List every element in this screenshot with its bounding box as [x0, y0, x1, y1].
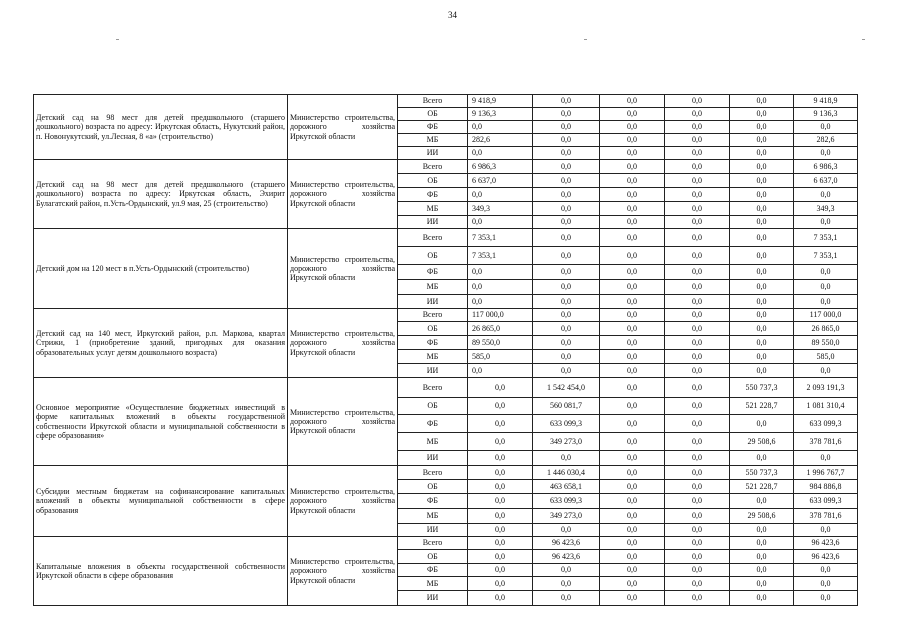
amount-cell: 6 986,3	[468, 160, 533, 174]
measure-description: Детский сад на 98 мест для детей предшкольного (старшего дошкольного) возраста по адресу: Иркутская область, Эхирит Булагатский район, п.Усть-Ордынский, ул.9 мая, 25 (строительство)	[34, 160, 288, 229]
amount-cell: 0,0	[665, 188, 730, 202]
funding-source: ОБ	[398, 174, 468, 188]
amount-cell: 0,0	[533, 451, 600, 466]
amount-cell: 560 081,7	[533, 398, 600, 415]
amount-cell: 0,0	[665, 265, 730, 280]
amount-cell: 0,0	[665, 433, 730, 451]
amount-cell: 96 423,6	[794, 550, 858, 564]
amount-cell: 0,0	[533, 247, 600, 265]
amount-cell: 0,0	[600, 480, 665, 494]
amount-cell: 0,0	[468, 577, 533, 591]
amount-cell: 7 353,1	[468, 229, 533, 247]
amount-cell: 0,0	[468, 280, 533, 295]
measure-description: Капитальные вложения в объекты государственной собственности Иркутской области в сфере образования	[34, 537, 288, 606]
amount-cell: 0,0	[600, 466, 665, 480]
measure-description: Детский сад на 98 мест для детей предшкольного (старшего дошкольного) возраста по адресу: Иркутская область, Нукутский район, п. Новонукутский, ул.Лесная, 8 «а» (строительство)	[34, 95, 288, 160]
funding-source: МБ	[398, 577, 468, 591]
amount-cell: 0,0	[794, 577, 858, 591]
amount-cell: 0,0	[468, 265, 533, 280]
funding-source: ИИ	[398, 591, 468, 606]
amount-cell: 378 781,6	[794, 509, 858, 524]
amount-cell: 0,0	[600, 451, 665, 466]
amount-cell: 0,0	[794, 121, 858, 134]
funding-source: ИИ	[398, 451, 468, 466]
amount-cell: 0,0	[533, 147, 600, 160]
amount-cell: 633 099,3	[794, 494, 858, 509]
funding-source: ФБ	[398, 564, 468, 577]
amount-cell: 0,0	[533, 134, 600, 147]
amount-cell: 0,0	[600, 309, 665, 322]
amount-cell: 0,0	[468, 188, 533, 202]
amount-cell: 0,0	[730, 229, 794, 247]
funding-source: МБ	[398, 134, 468, 147]
amount-cell: 9 136,3	[468, 108, 533, 121]
amount-cell: 0,0	[730, 309, 794, 322]
funding-source: Всего	[398, 537, 468, 550]
amount-cell: 2 093 191,3	[794, 378, 858, 398]
amount-cell: 0,0	[730, 174, 794, 188]
amount-cell: 0,0	[600, 265, 665, 280]
table-row	[34, 537, 858, 550]
amount-cell: 521 228,7	[730, 398, 794, 415]
amount-cell: 0,0	[533, 591, 600, 606]
table-row	[34, 95, 858, 108]
amount-cell: 0,0	[665, 398, 730, 415]
amount-cell: 0,0	[600, 591, 665, 606]
amount-cell: 0,0	[665, 415, 730, 433]
amount-cell: 984 886,8	[794, 480, 858, 494]
responsible-executor: Министерство строительства, дорожного хозяйства Иркутской области	[288, 378, 398, 466]
amount-cell: 0,0	[533, 350, 600, 364]
amount-cell: 0,0	[730, 95, 794, 108]
amount-cell: 1 996 767,7	[794, 466, 858, 480]
amount-cell: 0,0	[468, 121, 533, 134]
amount-cell: 0,0	[730, 216, 794, 229]
funding-source: ИИ	[398, 147, 468, 160]
responsible-executor: Министерство строительства, дорожного хозяйства Иркутской области	[288, 537, 398, 606]
amount-cell: 349,3	[468, 202, 533, 216]
amount-cell: 378 781,6	[794, 433, 858, 451]
amount-cell: 0,0	[730, 280, 794, 295]
funding-source: ФБ	[398, 494, 468, 509]
amount-cell: 0,0	[468, 433, 533, 451]
amount-cell: 0,0	[665, 577, 730, 591]
table-row	[34, 229, 858, 247]
amount-cell: 0,0	[600, 415, 665, 433]
amount-cell: 89 550,0	[468, 336, 533, 350]
funding-source: ИИ	[398, 216, 468, 229]
amount-cell: 633 099,3	[533, 494, 600, 509]
responsible-executor: Министерство строительства, дорожного хозяйства Иркутской области	[288, 95, 398, 160]
amount-cell: 0,0	[665, 108, 730, 121]
amount-cell: 6 637,0	[468, 174, 533, 188]
amount-cell: 0,0	[600, 188, 665, 202]
amount-cell: 6 637,0	[794, 174, 858, 188]
amount-cell: 349 273,0	[533, 509, 600, 524]
table-row	[34, 309, 858, 322]
amount-cell: 0,0	[665, 378, 730, 398]
amount-cell: 0,0	[730, 188, 794, 202]
measure-description: Детский дом на 120 мест в п.Усть-Ордынский (строительство)	[34, 229, 288, 309]
amount-cell: 0,0	[794, 280, 858, 295]
amount-cell: 0,0	[730, 265, 794, 280]
funding-source: Всего	[398, 160, 468, 174]
amount-cell: 0,0	[600, 295, 665, 309]
funding-source: Всего	[398, 378, 468, 398]
amount-cell: 9 418,9	[794, 95, 858, 108]
responsible-executor: Министерство строительства, дорожного хозяйства Иркутской области	[288, 160, 398, 229]
amount-cell: 0,0	[730, 591, 794, 606]
amount-cell: 0,0	[533, 160, 600, 174]
amount-cell: 0,0	[730, 247, 794, 265]
amount-cell: 0,0	[533, 280, 600, 295]
funding-source: МБ	[398, 280, 468, 295]
amount-cell: 0,0	[600, 247, 665, 265]
amount-cell: 0,0	[665, 280, 730, 295]
scan-speck	[862, 39, 865, 40]
amount-cell: 0,0	[468, 451, 533, 466]
funding-source: ФБ	[398, 336, 468, 350]
funding-source: ФБ	[398, 415, 468, 433]
funding-source: ОБ	[398, 480, 468, 494]
funding-source: ОБ	[398, 550, 468, 564]
amount-cell: 0,0	[468, 480, 533, 494]
amount-cell: 349,3	[794, 202, 858, 216]
amount-cell: 0,0	[468, 564, 533, 577]
amount-cell: 282,6	[794, 134, 858, 147]
amount-cell: 7 353,1	[794, 229, 858, 247]
amount-cell: 0,0	[730, 202, 794, 216]
budget-table-body	[34, 95, 858, 606]
amount-cell: 0,0	[600, 336, 665, 350]
amount-cell: 0,0	[730, 364, 794, 378]
amount-cell: 0,0	[533, 322, 600, 336]
amount-cell: 0,0	[730, 451, 794, 466]
amount-cell: 0,0	[468, 295, 533, 309]
page-number: 34	[448, 10, 457, 20]
amount-cell: 0,0	[730, 121, 794, 134]
amount-cell: 0,0	[600, 95, 665, 108]
amount-cell: 0,0	[730, 537, 794, 550]
measure-description: Субсидии местным бюджетам на софинансирование капитальных вложений в объекты муниципальной собственности в сфере образования	[34, 466, 288, 537]
amount-cell: 0,0	[665, 336, 730, 350]
funding-source: ИИ	[398, 524, 468, 537]
responsible-executor: Министерство строительства, дорожного хозяйства Иркутской области	[288, 309, 398, 378]
table-row	[34, 378, 858, 398]
amount-cell: 0,0	[794, 564, 858, 577]
amount-cell: 0,0	[600, 108, 665, 121]
amount-cell: 0,0	[730, 550, 794, 564]
funding-source: ИИ	[398, 295, 468, 309]
amount-cell: 463 658,1	[533, 480, 600, 494]
amount-cell: 0,0	[794, 188, 858, 202]
amount-cell: 0,0	[533, 108, 600, 121]
amount-cell: 0,0	[533, 95, 600, 108]
amount-cell: 550 737,3	[730, 466, 794, 480]
amount-cell: 1 446 030,4	[533, 466, 600, 480]
amount-cell: 0,0	[533, 174, 600, 188]
funding-source: ФБ	[398, 265, 468, 280]
amount-cell: 0,0	[665, 216, 730, 229]
amount-cell: 0,0	[730, 322, 794, 336]
funding-source: МБ	[398, 509, 468, 524]
amount-cell: 0,0	[600, 121, 665, 134]
amount-cell: 0,0	[730, 564, 794, 577]
amount-cell: 0,0	[600, 494, 665, 509]
amount-cell: 0,0	[665, 451, 730, 466]
amount-cell: 0,0	[730, 160, 794, 174]
funding-source: ФБ	[398, 121, 468, 134]
funding-source: МБ	[398, 202, 468, 216]
scan-speck	[116, 39, 119, 40]
amount-cell: 0,0	[665, 295, 730, 309]
amount-cell: 0,0	[730, 524, 794, 537]
amount-cell: 0,0	[600, 398, 665, 415]
amount-cell: 0,0	[468, 364, 533, 378]
amount-cell: 0,0	[468, 537, 533, 550]
amount-cell: 0,0	[600, 509, 665, 524]
funding-source: ОБ	[398, 322, 468, 336]
amount-cell: 0,0	[665, 309, 730, 322]
amount-cell: 0,0	[794, 147, 858, 160]
responsible-executor: Министерство строительства, дорожного хозяйства Иркутской области	[288, 466, 398, 537]
amount-cell: 0,0	[665, 524, 730, 537]
amount-cell: 0,0	[468, 147, 533, 160]
amount-cell: 0,0	[730, 295, 794, 309]
amount-cell: 0,0	[794, 265, 858, 280]
amount-cell: 0,0	[533, 202, 600, 216]
amount-cell: 0,0	[600, 322, 665, 336]
amount-cell: 0,0	[533, 524, 600, 537]
amount-cell: 0,0	[468, 398, 533, 415]
amount-cell: 0,0	[730, 415, 794, 433]
amount-cell: 0,0	[665, 466, 730, 480]
amount-cell: 0,0	[533, 121, 600, 134]
amount-cell: 0,0	[600, 147, 665, 160]
amount-cell: 0,0	[600, 564, 665, 577]
amount-cell: 633 099,3	[533, 415, 600, 433]
amount-cell: 0,0	[600, 216, 665, 229]
amount-cell: 0,0	[600, 433, 665, 451]
amount-cell: 117 000,0	[794, 309, 858, 322]
table-row	[34, 466, 858, 480]
amount-cell: 0,0	[730, 108, 794, 121]
measure-description: Основное мероприятие «Осуществление бюджетных инвестиций в форме капитальных вложений в объекты государственной собственности Иркутской области и муниципальной собственности в сфере образования»	[34, 378, 288, 466]
amount-cell: 0,0	[665, 509, 730, 524]
amount-cell: 550 737,3	[730, 378, 794, 398]
amount-cell: 0,0	[665, 247, 730, 265]
amount-cell: 0,0	[665, 591, 730, 606]
funding-source: Всего	[398, 466, 468, 480]
funding-source: ФБ	[398, 188, 468, 202]
funding-source: ИИ	[398, 364, 468, 378]
amount-cell: 0,0	[794, 591, 858, 606]
amount-cell: 0,0	[468, 591, 533, 606]
amount-cell: 0,0	[468, 415, 533, 433]
amount-cell: 0,0	[600, 577, 665, 591]
amount-cell: 9 136,3	[794, 108, 858, 121]
funding-source: Всего	[398, 95, 468, 108]
amount-cell: 585,0	[468, 350, 533, 364]
amount-cell: 0,0	[468, 494, 533, 509]
amount-cell: 0,0	[665, 229, 730, 247]
amount-cell: 0,0	[665, 121, 730, 134]
amount-cell: 0,0	[600, 364, 665, 378]
amount-cell: 26 865,0	[468, 322, 533, 336]
amount-cell: 96 423,6	[533, 537, 600, 550]
scan-speck	[584, 39, 587, 40]
amount-cell: 0,0	[730, 350, 794, 364]
amount-cell: 585,0	[794, 350, 858, 364]
amount-cell: 0,0	[665, 174, 730, 188]
amount-cell: 7 353,1	[794, 247, 858, 265]
amount-cell: 0,0	[468, 550, 533, 564]
amount-cell: 0,0	[533, 364, 600, 378]
amount-cell: 1 542 454,0	[533, 378, 600, 398]
funding-source: ОБ	[398, 398, 468, 415]
funding-source: Всего	[398, 229, 468, 247]
amount-cell: 0,0	[665, 202, 730, 216]
amount-cell: 0,0	[665, 494, 730, 509]
amount-cell: 0,0	[533, 265, 600, 280]
amount-cell: 0,0	[468, 509, 533, 524]
amount-cell: 0,0	[533, 188, 600, 202]
amount-cell: 0,0	[600, 378, 665, 398]
amount-cell: 0,0	[600, 229, 665, 247]
amount-cell: 7 353,1	[468, 247, 533, 265]
amount-cell: 0,0	[533, 309, 600, 322]
amount-cell: 0,0	[600, 134, 665, 147]
amount-cell: 0,0	[794, 295, 858, 309]
amount-cell: 96 423,6	[533, 550, 600, 564]
amount-cell: 0,0	[794, 451, 858, 466]
amount-cell: 0,0	[665, 537, 730, 550]
amount-cell: 0,0	[730, 147, 794, 160]
amount-cell: 0,0	[533, 336, 600, 350]
funding-source: МБ	[398, 433, 468, 451]
funding-source: Всего	[398, 309, 468, 322]
amount-cell: 89 550,0	[794, 336, 858, 350]
amount-cell: 0,0	[468, 378, 533, 398]
amount-cell: 96 423,6	[794, 537, 858, 550]
amount-cell: 117 000,0	[468, 309, 533, 322]
amount-cell: 0,0	[533, 577, 600, 591]
amount-cell: 0,0	[600, 550, 665, 564]
amount-cell: 0,0	[533, 229, 600, 247]
responsible-executor: Министерство строительства, дорожного хозяйства Иркутской области	[288, 229, 398, 309]
amount-cell: 1 081 310,4	[794, 398, 858, 415]
amount-cell: 0,0	[730, 494, 794, 509]
amount-cell: 0,0	[730, 577, 794, 591]
amount-cell: 0,0	[533, 295, 600, 309]
amount-cell: 0,0	[794, 216, 858, 229]
amount-cell: 0,0	[468, 524, 533, 537]
amount-cell: 0,0	[730, 134, 794, 147]
amount-cell: 9 418,9	[468, 95, 533, 108]
amount-cell: 26 865,0	[794, 322, 858, 336]
amount-cell: 0,0	[665, 564, 730, 577]
amount-cell: 0,0	[665, 480, 730, 494]
amount-cell: 0,0	[665, 147, 730, 160]
amount-cell: 0,0	[794, 524, 858, 537]
amount-cell: 0,0	[600, 174, 665, 188]
amount-cell: 0,0	[665, 350, 730, 364]
budget-table	[33, 94, 858, 606]
amount-cell: 349 273,0	[533, 433, 600, 451]
amount-cell: 0,0	[665, 364, 730, 378]
amount-cell: 282,6	[468, 134, 533, 147]
amount-cell: 0,0	[794, 364, 858, 378]
amount-cell: 29 508,6	[730, 509, 794, 524]
amount-cell: 0,0	[665, 322, 730, 336]
amount-cell: 6 986,3	[794, 160, 858, 174]
amount-cell: 0,0	[600, 350, 665, 364]
amount-cell: 0,0	[600, 537, 665, 550]
amount-cell: 0,0	[533, 564, 600, 577]
amount-cell: 0,0	[665, 550, 730, 564]
amount-cell: 521 228,7	[730, 480, 794, 494]
amount-cell: 0,0	[600, 202, 665, 216]
amount-cell: 0,0	[600, 524, 665, 537]
amount-cell: 0,0	[665, 95, 730, 108]
amount-cell: 0,0	[730, 336, 794, 350]
table-row	[34, 160, 858, 174]
amount-cell: 0,0	[600, 280, 665, 295]
amount-cell: 0,0	[468, 216, 533, 229]
funding-source: ОБ	[398, 247, 468, 265]
funding-source: МБ	[398, 350, 468, 364]
funding-source: ОБ	[398, 108, 468, 121]
measure-description: Детский сад на 140 мест, Иркутский район, р.п. Маркова, квартал Стрижи, 1 (приобретение зданий, пригодных для оказания образовательных услуг детям дошкольного возраста)	[34, 309, 288, 378]
amount-cell: 0,0	[665, 160, 730, 174]
amount-cell: 0,0	[533, 216, 600, 229]
amount-cell: 0,0	[665, 134, 730, 147]
amount-cell: 0,0	[468, 466, 533, 480]
amount-cell: 0,0	[600, 160, 665, 174]
amount-cell: 633 099,3	[794, 415, 858, 433]
amount-cell: 29 508,6	[730, 433, 794, 451]
